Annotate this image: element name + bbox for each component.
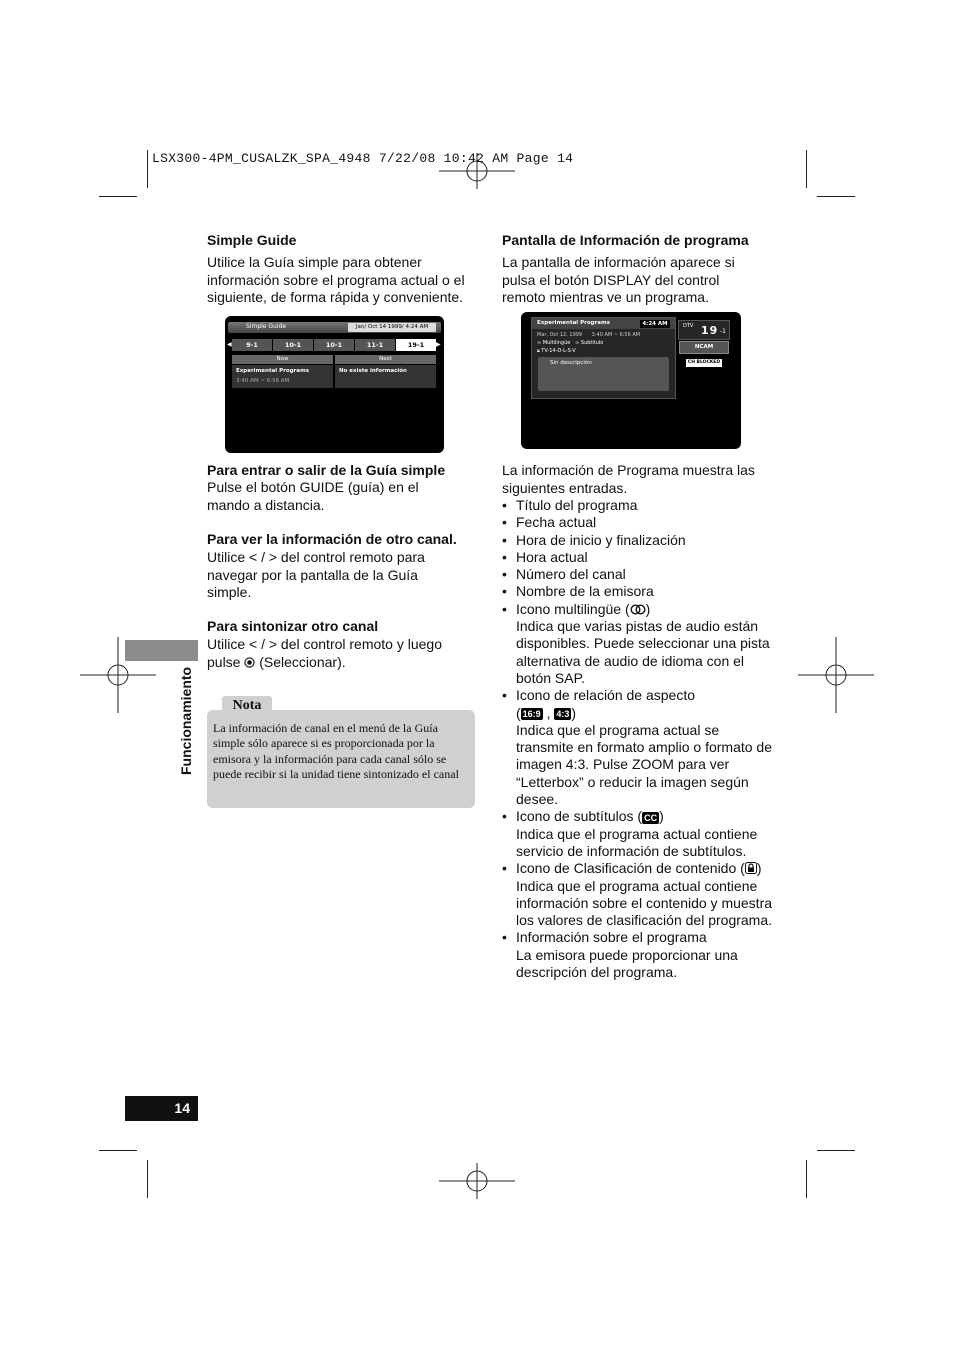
guide-now-cell bbox=[232, 365, 333, 388]
lock-icon: 🔒︎ bbox=[537, 348, 540, 354]
note-text: La información de canal en el menú de la Guía simple sólo aparece si es proporcionada por la emisora y la información para cada canal sólo se puede recibir si la unidad tiene sintonizado el canal bbox=[213, 721, 459, 781]
simple-guide-intro: Utilice la Guía simple para obtener información sobre el programa actual o el siguiente, de forma rápida y conveniente. bbox=[207, 254, 465, 305]
info-channel-box bbox=[678, 320, 730, 340]
guide-now-program: Experimental Programs bbox=[236, 368, 309, 374]
section-tab bbox=[125, 640, 198, 661]
info-entries-list bbox=[502, 497, 774, 981]
aspect-16-9-icon: 16:9 bbox=[522, 708, 541, 719]
list-item-aspect: • Icono de relación de aspecto ( 16:9 , 4:3 ) Indica que el programa actual se transmite en formato amplio o formato de imagen 4:3. Pulse ZOOM para ver “Letterbox” o reducir la imagen según desee. bbox=[502, 687, 774, 808]
subtitle-icon: ∞ bbox=[575, 340, 580, 346]
list-item-cc: • Icono de subtítulos ( CC ) Indica que el programa actual contiene servicio de información de subtítulos. bbox=[502, 808, 774, 860]
guide-channel-selected[interactable]: 19-1 bbox=[396, 339, 436, 351]
info-station-name: NCAM bbox=[679, 341, 729, 354]
list-item-program-info: • Información sobre el programa La emisora puede proporcionar una descripción del programa. bbox=[502, 929, 774, 981]
registration-mark-bottom bbox=[439, 1143, 515, 1219]
tune-channel-heading: Para sintonizar otro canal bbox=[207, 618, 379, 634]
list-item: • Nombre de la emisora bbox=[502, 583, 774, 600]
crop-mark bbox=[99, 1150, 137, 1151]
other-channel-info-text: Utilice < / > del control remoto para navegar por la pantalla de la Guía simple. bbox=[207, 549, 425, 600]
multilingual-icon: ∞ bbox=[537, 340, 542, 346]
info-date-line: Mar, Oct 12, 1999 3:40 AM ~ 6:56 AM bbox=[537, 332, 641, 338]
crop-mark bbox=[817, 1150, 855, 1151]
info-dtv-label: DTV bbox=[683, 323, 694, 329]
list-item: • Número del canal bbox=[502, 566, 774, 583]
guide-left-arrow-icon: ◀ bbox=[227, 341, 232, 348]
print-slug: LSX300-4PM_CUSALZK_SPA_4948 7/22/08 10:42 AM Page 14 bbox=[152, 151, 574, 166]
guide-channel[interactable]: 9-1 bbox=[232, 339, 272, 351]
enter-exit-text: Pulse el botón GUIDE (guía) en el mando a distancia. bbox=[207, 479, 419, 513]
guide-right-arrow-icon: ▶ bbox=[436, 341, 441, 348]
program-info-heading: Pantalla de Información de programa bbox=[502, 232, 749, 248]
info-panel bbox=[531, 317, 676, 399]
other-channel-info-heading: Para ver la información de otro canal. bbox=[207, 531, 457, 547]
note-label: Nota bbox=[222, 696, 272, 716]
crop-mark bbox=[806, 1160, 807, 1198]
guide-next-program: No existe información bbox=[339, 368, 407, 374]
guide-now-time: 3:40 AM ~ 6:56 AM bbox=[236, 378, 290, 384]
tune-channel-text: Utilice < / > del control remoto y luego pulse (Seleccionar). bbox=[207, 636, 443, 670]
crop-mark bbox=[147, 150, 148, 188]
info-channel-sub: -1 bbox=[720, 328, 726, 335]
crop-mark bbox=[99, 196, 137, 197]
list-item-multilingual: • Icono multilingüe ( ) Indica que varias pistas de audio están disponibles. Puede seleccionar una pista alternativa de audio de idioma con el botón SAP. bbox=[502, 601, 774, 687]
guide-next-label: Next bbox=[335, 355, 436, 364]
info-icons-line: ∞ Multilingüe ∞ Subtitulo bbox=[537, 340, 604, 346]
guide-header-title: Simple Guide bbox=[246, 323, 287, 330]
enter-exit-heading: Para entrar o salir de la Guía simple bbox=[207, 462, 446, 478]
section-label: Funcionamiento bbox=[178, 666, 194, 775]
info-description: Sin descripción bbox=[550, 360, 592, 366]
guide-channel[interactable]: 11-1 bbox=[355, 339, 395, 351]
crop-mark bbox=[147, 1160, 148, 1198]
list-item: • Hora actual bbox=[502, 549, 774, 566]
guide-channel[interactable]: 10-1 bbox=[273, 339, 313, 351]
guide-channel-row bbox=[232, 339, 436, 351]
crop-mark bbox=[817, 196, 855, 197]
registration-mark-right bbox=[798, 637, 874, 713]
program-info-intro: La pantalla de información aparece si pulsa el botón DISPLAY del control remoto mientras ve un programa. bbox=[502, 254, 735, 305]
list-item-rating: • Icono de Clasificación de contenido ( ) Indica que el programa actual contiene información sobre el contenido y muestra los valores de clasificación del programa. bbox=[502, 860, 774, 929]
guide-date: Jan/ Oct 14 1999/ 4:24 AM bbox=[348, 323, 436, 332]
registration-mark-top bbox=[439, 133, 515, 209]
list-item: • Fecha actual bbox=[502, 514, 774, 531]
list-item: • Hora de inicio y finalización bbox=[502, 532, 774, 549]
crop-mark bbox=[806, 150, 807, 188]
guide-header-bar bbox=[228, 322, 441, 333]
lock-icon bbox=[745, 862, 757, 874]
info-list-intro: La información de Programa muestra las siguientes entradas. bbox=[502, 462, 755, 496]
simple-guide-heading: Simple Guide bbox=[207, 232, 297, 248]
info-channel-number: 19 bbox=[701, 324, 719, 337]
multilingual-icon bbox=[630, 604, 646, 615]
aspect-4-3-icon: 4:3 bbox=[556, 708, 570, 719]
info-program-title: Experimental Programs bbox=[537, 320, 610, 326]
program-info-screen bbox=[521, 312, 741, 449]
info-rating-line: 🔒︎ TV-14-D-L-S-V bbox=[537, 348, 576, 354]
info-description-box bbox=[538, 357, 669, 391]
closed-caption-icon: CC bbox=[644, 812, 658, 823]
simple-guide-screen bbox=[225, 316, 444, 453]
info-current-time: 4:24 AM bbox=[640, 320, 670, 328]
info-ch-blocked: CH BLOCKED bbox=[687, 360, 721, 365]
page-number: 14 bbox=[125, 1096, 198, 1121]
guide-channel[interactable]: 10-1 bbox=[314, 339, 354, 351]
select-button-icon bbox=[244, 657, 255, 668]
list-item: • Título del programa bbox=[502, 497, 774, 514]
guide-next-cell bbox=[335, 365, 436, 388]
guide-now-label: Now bbox=[232, 355, 333, 364]
